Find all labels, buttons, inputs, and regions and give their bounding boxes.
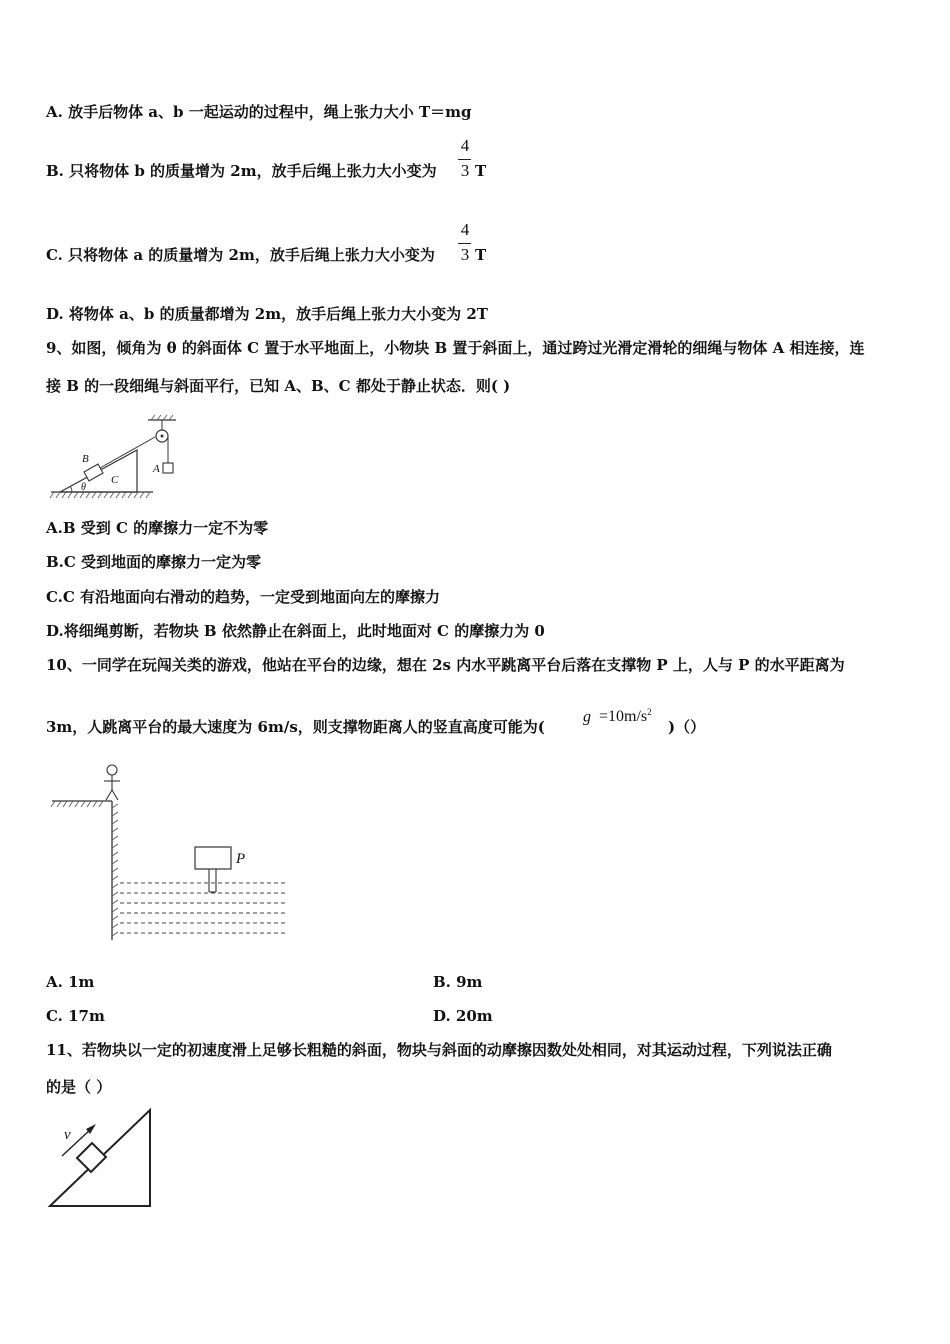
q8-c-fraction-bar bbox=[458, 243, 471, 244]
q9-fig-label-c: C bbox=[111, 474, 119, 486]
q9-option-d: D.将细绳剪断，若物块 B 依然静止在斜面上，此时地面对 C 的摩擦力为 0 bbox=[46, 622, 545, 640]
q8-b-tail: T bbox=[475, 162, 487, 180]
q9-stem-line1: 9、如图，倾角为 θ 的斜面体 C 置于水平地面上，小物块 B 置于斜面上，通过跨过光滑定滑轮的细绳与物体 A 相连接，连 bbox=[46, 339, 865, 357]
q9-incline-pulley-figure bbox=[48, 412, 188, 502]
q8-c-tail: T bbox=[475, 246, 487, 264]
q8-option-d: D. 将物体 a、b 的质量都增为 2m，放手后绳上张力大小变为 2T bbox=[46, 305, 488, 323]
q10-option-c: C. 17m bbox=[46, 1007, 105, 1025]
q8-b-fraction-denominator: 3 bbox=[460, 161, 470, 180]
q9-option-a: A.B 受到 C 的摩擦力一定不为零 bbox=[46, 519, 269, 537]
q9-fig-label-theta: θ bbox=[81, 482, 86, 493]
q10-fig-label-p: P bbox=[236, 851, 246, 867]
q9-fig-label-a: A bbox=[153, 463, 160, 475]
q9-stem-line2: 接 B 的一段细绳与斜面平行，已知 A、B、C 都处于静止状态．则( ) bbox=[46, 377, 511, 395]
q10-stem-line1: 10、一同学在玩闯关类的游戏，他站在平台的边缘，想在 2s 内水平跳离平台后落在支撑物 P 上，人与 P 的水平距离为 bbox=[46, 656, 845, 674]
q10-option-b: B. 9m bbox=[433, 973, 483, 991]
q8-c-fraction-denominator: 3 bbox=[460, 245, 470, 264]
q10-option-d: D. 20m bbox=[433, 1007, 493, 1025]
q10-stem-line2: 3m，人跳离平台的最大速度为 6m/s，则支撑物距离人的竖直高度可能为( bbox=[46, 718, 545, 736]
q8-c-fraction-numerator: 4 bbox=[460, 220, 470, 239]
q10-stem-line2-tail: )（） bbox=[668, 718, 706, 736]
q10-platform-jump-figure bbox=[50, 762, 295, 944]
q11-fig-label-v: v bbox=[64, 1127, 71, 1143]
q11-stem-line1: 11、若物块以一定的初速度滑上足够长粗糙的斜面，物块与斜面的动摩擦因数处处相同，对其运动过程，下列说法正确 bbox=[46, 1041, 832, 1059]
q10-formula-value: =10m/s bbox=[599, 708, 648, 726]
q10-option-a: A. 1m bbox=[46, 973, 95, 991]
q8-option-c: C. 只将物体 a 的质量增为 2m，放手后绳上张力大小变为 bbox=[46, 246, 435, 264]
q10-formula-g: g bbox=[583, 708, 591, 726]
q11-stem-line2: 的是（ ） bbox=[46, 1078, 112, 1096]
q9-option-c: C.C 有沿地面向右滑动的趋势，一定受到地面向左的摩擦力 bbox=[46, 588, 441, 606]
q8-option-b: B. 只将物体 b 的质量增为 2m，放手后绳上张力大小变为 bbox=[46, 162, 437, 180]
q10-formula-sup: 2 bbox=[647, 707, 652, 717]
q10-gravity-formula bbox=[583, 707, 652, 726]
q8-b-fraction-numerator: 4 bbox=[460, 136, 470, 155]
q9-option-b: B.C 受到地面的摩擦力一定为零 bbox=[46, 553, 262, 571]
q9-fig-label-b: B bbox=[82, 453, 89, 465]
q8-option-a: A. 放手后物体 a、b 一起运动的过程中，绳上张力大小 T＝mg bbox=[46, 103, 472, 121]
q11-slope-figure bbox=[46, 1106, 156, 1210]
q8-b-fraction-bar bbox=[458, 159, 471, 160]
